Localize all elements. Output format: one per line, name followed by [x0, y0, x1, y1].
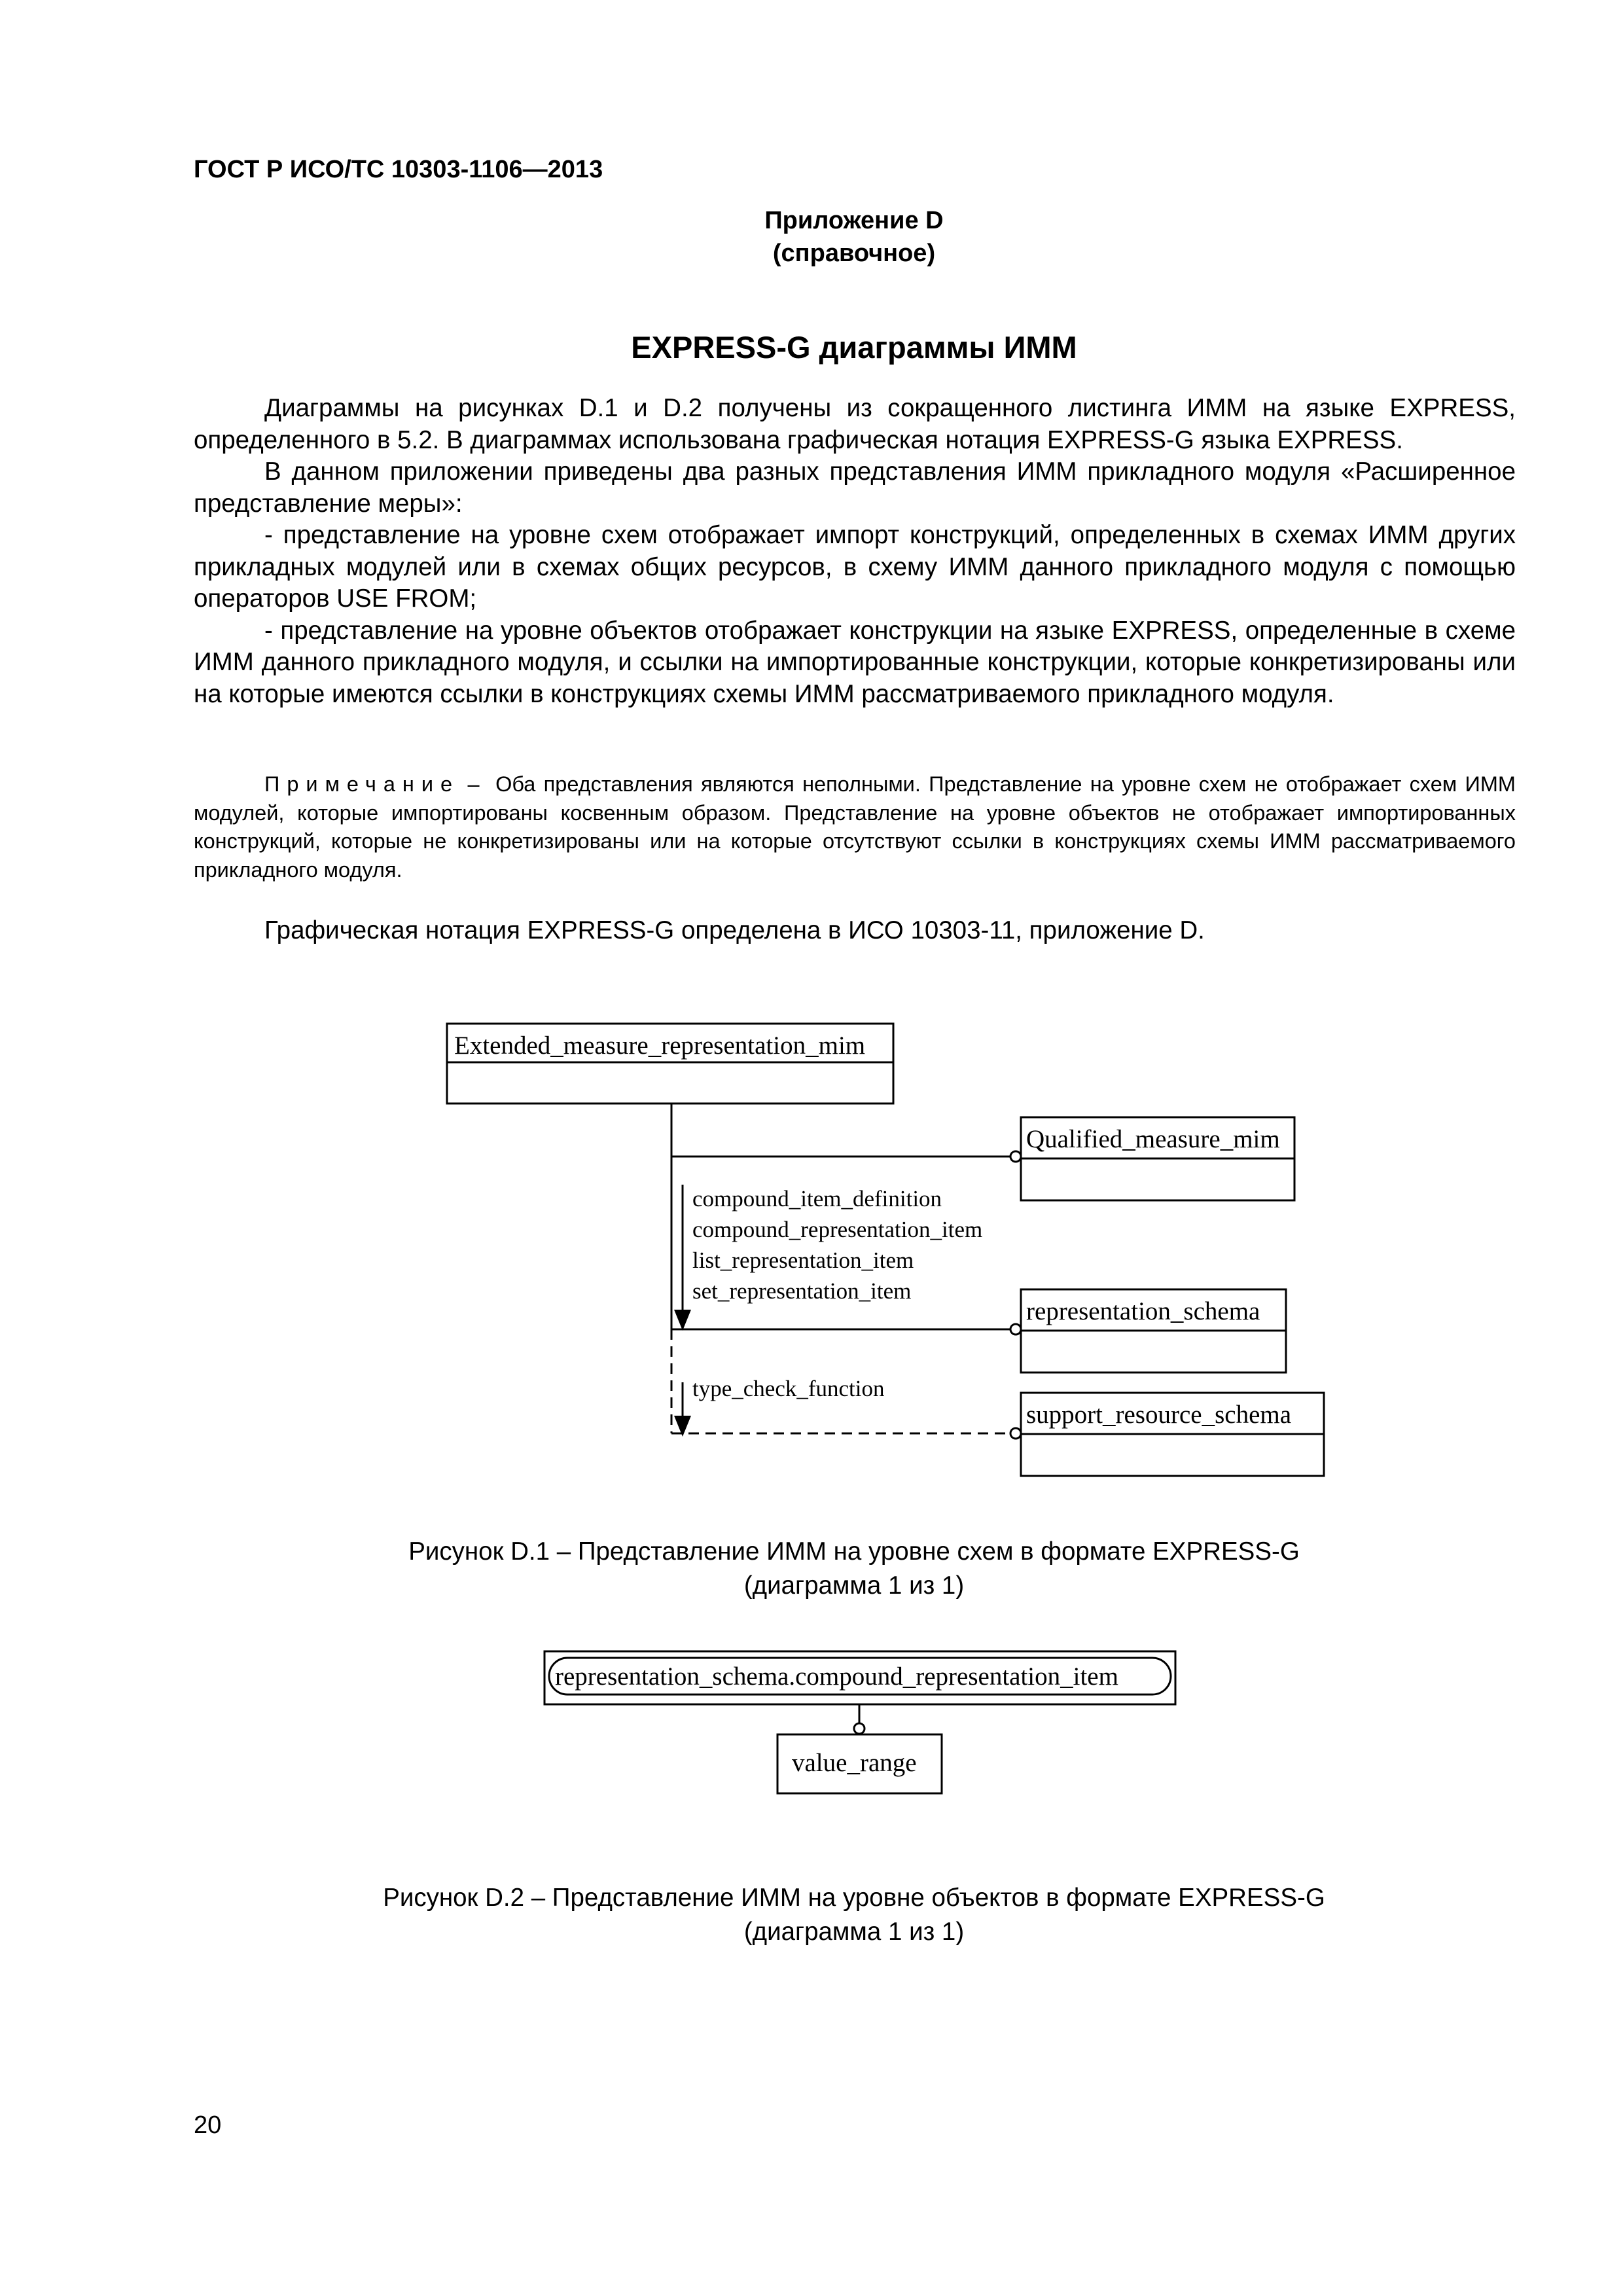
figure2-caption-line2: (диаграмма 1 из 1): [743, 1918, 965, 1946]
notation-reference: Графическая нотация EXPRESS-G определена в ИСО 10303-11, приложение D.: [264, 916, 1205, 944]
reference-from-item-1: type_check_function: [692, 1376, 885, 1401]
document-code: ГОСТ Р ИСО/ТС 10303-1106—2013: [194, 156, 603, 183]
entity-label: representation_schema.compound_representation_item: [555, 1662, 1118, 1691]
use-from-item-2: compound_representation_item: [692, 1217, 983, 1242]
figure1-caption-line2: (диаграмма 1 из 1): [743, 1571, 965, 1600]
figure1-caption-line1: Рисунок D.1 – Представление ИММ на уровне схем в формате EXPRESS-G: [408, 1537, 1300, 1566]
support-resource-schema-label: support_resource_schema: [1026, 1401, 1292, 1429]
use-from-item-4: set_representation_item: [692, 1278, 912, 1304]
annex-status: (справочное): [772, 240, 936, 267]
representation-schema-label: representation_schema: [1026, 1297, 1260, 1325]
page-number: 20: [194, 2111, 222, 2139]
note-text: Оба представления являются неполными. Представление на уровне схем не отображает схем ИММ модулей, которые импортированы косвенным образом. Представление на уровне объектов не отображает импортированных конструкций, которые не конкретизированы или на которые отсутствуют ссылки в конструкциях схемы ИММ рассматриваемого прикладного модуля.: [194, 772, 1516, 882]
main-schema-label: Extended_measure_representation_mim: [454, 1031, 866, 1060]
paragraph-4: - представление на уровне объектов отображает конструкции на языке EXPRESS, определенные в схеме ИММ данного прикладного модуля, и ссылки на импортированные конструкции, которые конкретизированы или на которые имеются ссылки в конструкциях схемы ИММ рассматриваемого прикладного модуля.: [194, 616, 1516, 708]
paragraph-2: В данном приложении приведены два разных представления ИММ прикладного модуля «Расширенное представление меры»:: [194, 457, 1516, 518]
use-from-item-1: compound_item_definition: [692, 1186, 942, 1211]
note-label: Примечание: [264, 772, 460, 796]
paragraph-1: Диаграммы на рисунках D.1 и D.2 получены из сокращенного листинга ИММ на языке EXPRESS, определенного в 5.2. В диаграммах использована графическая нотация EXPRESS-G языка EXPRESS.: [194, 394, 1516, 454]
note-dash: –: [467, 772, 480, 796]
figure2-caption-line1: Рисунок D.2 – Представление ИММ на уровне объектов в формате EXPRESS-G: [383, 1884, 1325, 1912]
value-range-label: value_range: [792, 1749, 917, 1777]
annex-label: Приложение D: [764, 207, 944, 234]
qualified-measure-label: Qualified_measure_mim: [1026, 1125, 1280, 1153]
paragraph-3: - представление на уровне схем отображает импорт конструкций, определенных в схемах ИММ других прикладных модулей или в схемах общих ресурсов, в схему ИММ данного прикладного модуля с помощью операторов USE FROM;: [194, 521, 1516, 613]
use-from-item-3: list_representation_item: [692, 1247, 914, 1273]
annex-title: EXPRESS-G диаграммы ИММ: [631, 330, 1077, 365]
